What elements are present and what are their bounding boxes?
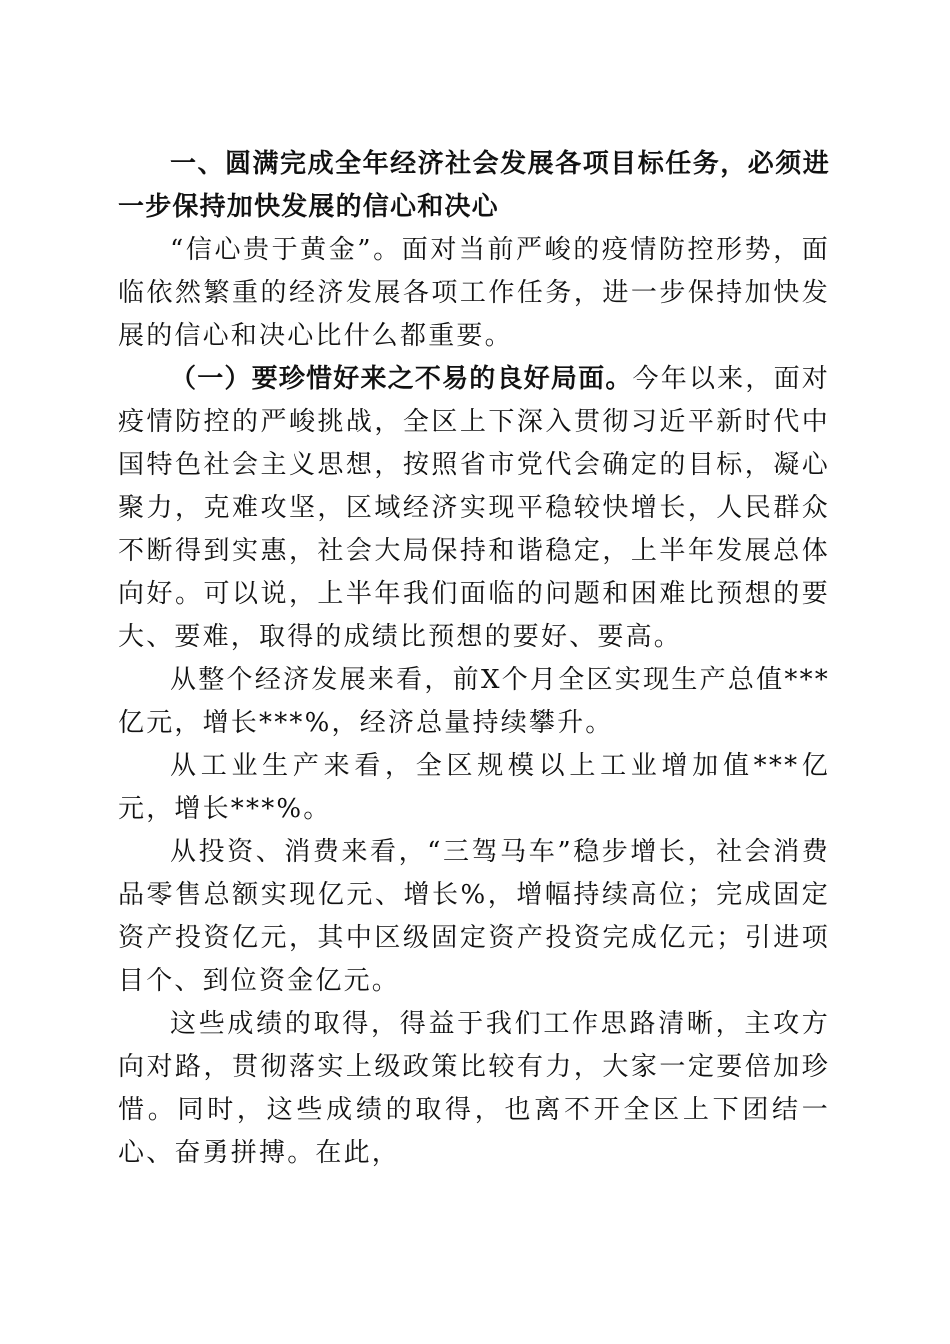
paragraph-text: 从整个经济发展来看，前X个月全区实现生产总值***亿元，增长***%，经济总量持续攀升。 xyxy=(118,665,830,738)
paragraph-text: 从工业生产来看，全区规模以上工业增加值***亿元，增长***%。 xyxy=(118,751,830,824)
document-body xyxy=(118,143,830,1175)
paragraph-text: 这些成绩的取得，得益于我们工作思路清晰，主攻方向对路，贯彻落实上级政策比较有力，大家一定要倍加珍惜。同时，这些成绩的取得，也离不开全区上下团结一心、奋勇拼搏。在此， xyxy=(118,1009,830,1168)
paragraph-industry xyxy=(118,745,830,831)
paragraph-text: 从投资、消费来看，“三驾马车”稳步增长，社会消费品零售总额实现亿元、增长%，增幅持续高位；完成固定资产投资亿元，其中区级固定资产投资完成亿元；引进项目个、到位资金亿元。 xyxy=(118,837,830,996)
paragraph-cherish-situation xyxy=(118,358,830,659)
paragraph-achievements xyxy=(118,1003,830,1175)
section-heading: 一、圆满完成全年经济社会发展各项目标任务，必须进一步保持加快发展的信心和决心 xyxy=(118,149,830,222)
paragraph-text: “信心贵于黄金”。面对当前严峻的疫情防控形势，面临依然繁重的经济发展各项工作任务，进一步保持加快发展的信心和决心比什么都重要。 xyxy=(118,235,830,351)
paragraph-text: 今年以来，面对疫情防控的严峻挑战，全区上下深入贯彻习近平新时代中国特色社会主义思想，按照省市党代会确定的目标，凝心聚力，克难攻坚，区域经济实现平稳较快增长，人民群众不断得到实惠，社会大局保持和谐稳定，上半年发展总体向好。可以说，上半年我们面临的问题和困难比预想的要大、要难，取得的成绩比预想的要好、要高。 xyxy=(118,364,830,652)
paragraph-investment-consumption xyxy=(118,831,830,1003)
paragraph-economy xyxy=(118,659,830,745)
paragraph-confidence xyxy=(118,229,830,358)
paragraph-lead: （一）要珍惜好来之不易的良好局面。 xyxy=(170,364,633,394)
